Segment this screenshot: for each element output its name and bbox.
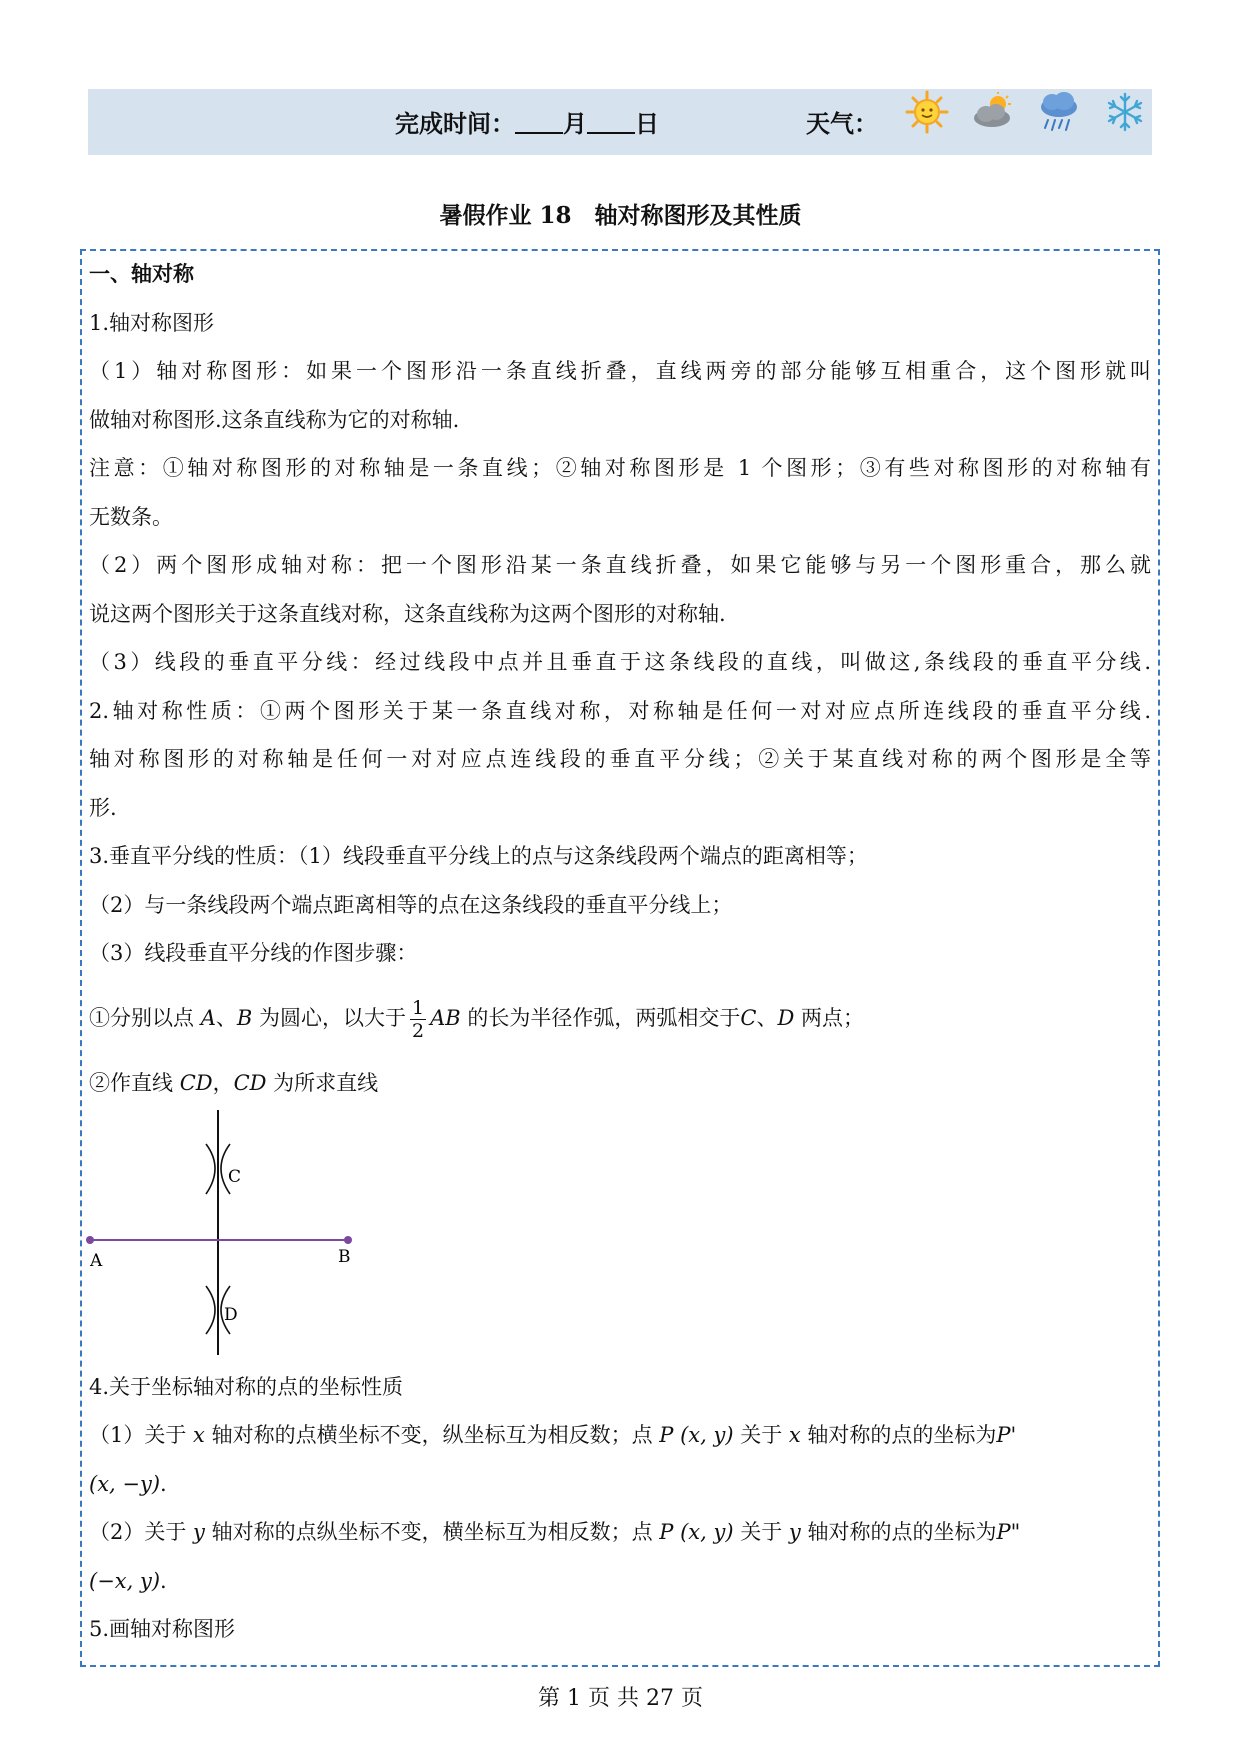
label-a: A [90, 1251, 103, 1271]
day-blank[interactable] [587, 110, 635, 134]
text-line: （3）线段的垂直平分线：经过线段中点并且垂直于这条线段的直线，叫做这,条线段的垂直平分线. [89, 650, 1151, 674]
construction-step-2: ②作直线 CD，CD 为所求直线 [89, 1070, 379, 1095]
label-c: C [228, 1167, 242, 1187]
text-line: 5.画轴对称图形 [89, 1617, 236, 1641]
section-heading: 一、轴对称 [89, 262, 194, 286]
x-axis-rule: （1）关于 x 轴对称的点横坐标不变，纵坐标互为相反数；点 P (x, y) 关于 x 轴对称的点的坐标为P' [89, 1423, 1017, 1447]
arc-upper-right [206, 1144, 215, 1194]
point-a [86, 1236, 94, 1244]
y-axis-rule-coord: (−x, y). [89, 1568, 167, 1593]
snow-icon[interactable] [1102, 90, 1148, 134]
text-line: 3.垂直平分线的性质：（1）线段垂直平分线上的点与这条线段两个端点的距离相等； [89, 844, 868, 868]
rain-icon[interactable] [1036, 90, 1082, 134]
y-axis-rule: （2）关于 y 轴对称的点纵坐标不变，横坐标互为相反数；点 P (x, y) 关于 y 轴对称的点的坐标为P" [89, 1520, 1021, 1544]
perpendicular-bisector-figure [86, 1110, 366, 1355]
label-b: B [338, 1247, 351, 1267]
fraction: $\frac{1}{2}$ [411, 996, 425, 1042]
sun-icon[interactable] [904, 90, 950, 134]
completion-time [395, 108, 659, 140]
weather-label: 天气： [806, 110, 878, 138]
text-line: 轴对称图形的对称轴是任何一对对应点连线段的垂直平分线；②关于某直线对称的两个图形是全等 [89, 747, 1151, 771]
text-line: （2）两个图形成轴对称：把一个图形沿某一条直线折叠，如果它能够与另一个图形重合，那么就 [89, 553, 1151, 577]
label-d: D [224, 1305, 238, 1325]
month-blank[interactable] [515, 110, 563, 134]
text-line: 1.轴对称图形 [89, 310, 215, 335]
document-title: 暑假作业 18 轴对称图形及其性质 [439, 202, 802, 229]
text-line: 无数条。 [89, 504, 173, 529]
month-label: 月 [563, 110, 587, 138]
text-line: （2）与一条线段两个端点距离相等的点在这条线段的垂直平分线上； [89, 892, 733, 917]
text-line: 做轴对称图形.这条直线称为它的对称轴. [89, 407, 460, 432]
text-line: 2.轴对称性质：①两个图形关于某一条直线对称，对称轴是任何一对对应点所连线段的垂直平分线. [89, 698, 1151, 723]
text-line: （1）轴对称图形：如果一个图形沿一条直线折叠，直线两旁的部分能够互相重合，这个图形就叫 [89, 359, 1151, 383]
page-number: 第 1 页 共 27 页 [538, 1686, 703, 1711]
point-b [344, 1236, 352, 1244]
x-axis-rule-coord: (x, −y). [89, 1471, 167, 1496]
text-line: （3）线段垂直平分线的作图步骤： [89, 941, 418, 965]
construction-step-1: ①分别以点 A、B 为圆心，以大于 $\frac{1}{2}$ AB 的长为半径作弧，两弧相交于C、D 两点； [89, 996, 864, 1042]
day-label: 日 [635, 110, 659, 138]
text-line: 4.关于坐标轴对称的点的坐标性质 [89, 1374, 404, 1399]
text-line: 注意：①轴对称图形的对称轴是一条直线；②轴对称图形是 1 个图形；③有些对称图形的对称轴有 [89, 456, 1151, 480]
completion-label: 完成时间： [395, 110, 515, 138]
arc-lower-right [206, 1286, 215, 1334]
cloudy-icon[interactable] [970, 90, 1016, 134]
content-body [89, 250, 1151, 1654]
text-line: 说这两个图形关于这条直线对称，这条直线称为这两个图形的对称轴. [89, 601, 726, 626]
text-line: 形. [89, 795, 117, 820]
